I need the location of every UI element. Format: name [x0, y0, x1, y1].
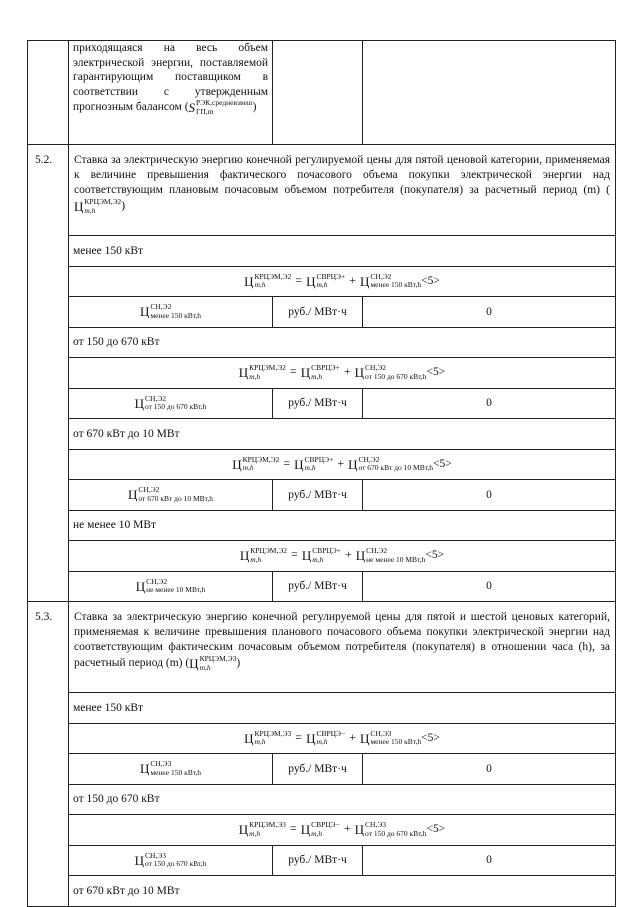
- formula-lhs-symbol: [244, 273, 291, 290]
- tier-rate-row: [28, 754, 616, 785]
- rate-unit: руб./ МВт·ч: [273, 388, 363, 419]
- formula-lhs-symbol-sup: КРЦЭМ,Э2: [249, 363, 286, 373]
- rate-symbol-sup: СН,Э3: [150, 759, 172, 769]
- rate-symbol: [140, 760, 201, 777]
- continued-number-cell: [28, 41, 69, 145]
- rate-symbol: [136, 578, 206, 595]
- rate-symbol-base: Ц: [134, 852, 144, 868]
- formula-term1-symbol-scripts: [311, 364, 340, 381]
- formula-term1-symbol-sup: СВРЦЭ+: [316, 271, 346, 281]
- formula-lhs-symbol-base: Ц: [239, 548, 250, 564]
- formula-term1-symbol-base: Ц: [306, 273, 316, 289]
- balance-symbol-base: S: [188, 100, 196, 116]
- balance-symbol-sub: ГП,m: [196, 106, 214, 116]
- tier-label: менее 150 кВт: [69, 236, 616, 267]
- tier-label-row: [28, 327, 616, 358]
- formula-plus: +: [345, 547, 352, 562]
- rate-value: 0: [363, 571, 616, 602]
- formula-term2-symbol-sup: СН,Э2: [370, 271, 392, 281]
- balance-symbol-sup: РЭК,средневзвеш: [196, 98, 253, 108]
- tier-label-row: [28, 693, 616, 724]
- formula-term1-symbol: [301, 821, 340, 838]
- formula-plus: +: [349, 272, 357, 287]
- formula-equals: =: [283, 455, 291, 470]
- formula-lhs-symbol-sub: m,h: [254, 737, 266, 747]
- formula-term1-symbol-sup: СВРЦЭ−: [311, 820, 340, 830]
- formula-term1-symbol-scripts: [311, 821, 340, 838]
- section-title: [69, 145, 616, 236]
- rate-symbol: [135, 852, 207, 869]
- rate-symbol-sup: СН,Э2: [150, 302, 172, 312]
- formula-term2-symbol-sup: СН,Э2: [366, 546, 388, 556]
- rate-symbol-sub: менее 150 кВт,h: [150, 767, 202, 777]
- tier-formula-row: [28, 815, 616, 846]
- balance-symbol: [189, 99, 253, 116]
- tier-formula-row: [28, 723, 616, 754]
- formula-lhs-symbol: [239, 364, 286, 381]
- rate-symbol-sub: не менее 10 МВт,h: [146, 585, 206, 595]
- formula-term1-symbol-sub: m,h: [311, 371, 323, 381]
- tier-formula: [69, 449, 616, 480]
- formula-term1-symbol: [301, 364, 340, 381]
- rate-symbol-base: Ц: [139, 304, 150, 320]
- section-title-symbol-sup: КРЦЭМ,Э2: [84, 197, 122, 206]
- formula-lhs-symbol-sup: КРЦЭМ,Э2: [254, 271, 292, 281]
- formula-lhs-symbol-sub: m,h: [250, 554, 262, 564]
- tier-formula-row: [28, 266, 616, 297]
- formula-lhs-symbol-base: Ц: [244, 273, 254, 289]
- section-row: [28, 145, 616, 236]
- formula-lhs-symbol-scripts: [243, 456, 280, 473]
- tariff-table: [27, 40, 616, 907]
- section-title-symbol-scripts: [200, 655, 237, 672]
- tier-rate-row: [28, 297, 616, 328]
- tier-label: менее 150 кВт: [69, 693, 616, 724]
- continued-description-text: приходящаяся на весь объем электрической энергии, поставляемой гарантирующим поставщиком в соответствии с утвержденным прогнозным балансом (: [73, 42, 268, 114]
- formula-term2-symbol-sub: от 150 до 670 кВт,h: [365, 828, 427, 838]
- formula-equals: =: [291, 547, 298, 562]
- section-title-text: Ставка за электрическую энергию конечной регулируемой цены для пятой и шестой ценовых категорий, применяемая к величине превышения планового почасового объема покупки электрической энергии над соответствующим фактическим почасовым объемом потребителя (покупателя) в отношении часа (h), за расчетный период (m) (: [74, 611, 610, 670]
- section-title-symbol-sub: m,h: [84, 205, 96, 215]
- rate-symbol-scripts: [145, 852, 206, 869]
- formula-lhs-symbol-sub: m,h: [242, 463, 254, 473]
- formula-term2-symbol-base: Ц: [355, 548, 366, 564]
- balance-symbol-scripts: [196, 99, 253, 116]
- section-title-symbol-scripts: [84, 198, 121, 215]
- formula-term2-symbol-base: Ц: [360, 730, 370, 746]
- rate-unit: руб./ МВт·ч: [273, 754, 363, 785]
- continued-row: [28, 41, 616, 145]
- formula-term2-symbol-sup: СН,Э3: [365, 820, 387, 830]
- formula-term2-symbol-base: Ц: [360, 273, 370, 289]
- rate-symbol-base: Ц: [134, 395, 144, 411]
- formula-term2-symbol-base: Ц: [348, 456, 358, 472]
- continued-unit-cell: [273, 41, 363, 145]
- section-title-symbol-base: Ц: [74, 199, 84, 214]
- formula-term2-symbol-base: Ц: [354, 822, 365, 838]
- section-title-close: ): [121, 200, 126, 213]
- formula-equals: =: [289, 821, 297, 836]
- formula-lhs-symbol-base: Ц: [238, 822, 249, 838]
- rate-value: 0: [363, 388, 616, 419]
- tier-label-row: [28, 876, 616, 907]
- section-title-symbol-sub: m,h: [199, 662, 211, 672]
- tier-label: от 670 кВт до 10 МВт: [69, 876, 616, 907]
- formula-term2-symbol-sub: от 670 кВт до 10 МВт,h: [358, 463, 434, 473]
- tier-label-row: [28, 510, 616, 541]
- formula-plus: +: [337, 455, 345, 470]
- formula-lhs-symbol: [240, 547, 287, 564]
- rate-symbol-sup: СН,Э3: [144, 850, 166, 860]
- rate-symbol-sup: СН,Э2: [144, 393, 166, 403]
- formula-term2-symbol: [348, 456, 433, 473]
- rate-symbol-scripts: [138, 486, 213, 503]
- rate-unit: руб./ МВт·ч: [273, 845, 363, 876]
- rate-symbol-cell: [69, 571, 273, 602]
- continued-description: [69, 41, 273, 145]
- formula-term2-symbol-sup: СН,Э2: [358, 454, 380, 464]
- formula-lhs-symbol: [232, 456, 279, 473]
- section-number: 5.2.: [28, 145, 69, 602]
- section-title-close: ): [236, 657, 241, 670]
- formula-plus: +: [343, 821, 351, 836]
- tier-formula-row: [28, 541, 616, 572]
- rate-value: 0: [363, 845, 616, 876]
- formula-term1-symbol-base: Ц: [306, 730, 316, 746]
- section-number: 5.3.: [28, 602, 69, 907]
- formula-equals: =: [295, 729, 303, 744]
- formula-term1-symbol: [306, 273, 345, 290]
- section-title-symbol-base: Ц: [189, 656, 199, 671]
- formula-note: <5>: [433, 457, 452, 470]
- rate-symbol-cell: [69, 388, 273, 419]
- formula-lhs-symbol-scripts: [250, 547, 287, 564]
- formula-term2-symbol-base: Ц: [354, 365, 365, 381]
- formula-lhs-symbol-sup: КРЦЭМ,Э3: [249, 820, 286, 830]
- section-title-symbol: [189, 655, 236, 672]
- rate-symbol-sub: от 670 кВт до 10 МВт,h: [138, 493, 213, 503]
- formula-term1-symbol-sub: m,h: [316, 737, 328, 747]
- rate-symbol-cell: [69, 480, 273, 511]
- formula-note: <5>: [426, 823, 446, 836]
- tier-formula: [69, 266, 616, 297]
- formula-lhs-symbol-sup: КРЦЭМ,Э2: [250, 546, 288, 556]
- tier-label-row: [28, 784, 616, 815]
- tier-rate-row: [28, 845, 616, 876]
- formula-term1-symbol-sup: СВРЦЭ+: [304, 454, 334, 464]
- formula-lhs-symbol: [239, 821, 286, 838]
- formula-term2-symbol-sub: от 150 до 670 кВт,h: [365, 371, 427, 381]
- formula-note: <5>: [421, 274, 440, 287]
- tier-label: от 670 кВт до 10 МВт: [69, 419, 616, 450]
- formula-term2-symbol-sub: не менее 10 МВт,h: [366, 554, 426, 564]
- tier-rate-row: [28, 388, 616, 419]
- formula-term1-symbol-sub: m,h: [311, 828, 323, 838]
- formula-term1-symbol: [306, 730, 345, 747]
- formula-term1-symbol-sup: СВРЦЭ+: [311, 363, 340, 373]
- formula-term1-symbol: [302, 547, 341, 564]
- rate-value: 0: [363, 754, 616, 785]
- rate-unit: руб./ МВт·ч: [273, 297, 363, 328]
- formula-term1-symbol-base: Ц: [300, 822, 311, 838]
- formula-term2-symbol: [356, 547, 426, 564]
- tier-formula-row: [28, 358, 616, 389]
- formula-plus: +: [349, 729, 357, 744]
- formula-lhs-symbol-scripts: [255, 273, 292, 290]
- rate-symbol-scripts: [146, 578, 205, 595]
- tier-label: не менее 10 МВт: [69, 510, 616, 541]
- rate-symbol: [135, 395, 207, 412]
- rate-symbol-cell: [69, 754, 273, 785]
- formula-term2-symbol-sup: СН,Э2: [365, 363, 387, 373]
- rate-symbol-scripts: [145, 395, 206, 412]
- tier-rate-row: [28, 480, 616, 511]
- tier-formula-row: [28, 449, 616, 480]
- tier-label-row: [28, 236, 616, 267]
- formula-term2-symbol-sup: СН,Э3: [370, 728, 392, 738]
- formula-plus: +: [343, 364, 351, 379]
- formula-term2-symbol-scripts: [365, 821, 426, 838]
- formula-lhs-symbol-scripts: [255, 730, 292, 747]
- rate-symbol-base: Ц: [139, 761, 150, 777]
- rate-symbol-sub: от 150 до 670 кВт,h: [144, 859, 207, 869]
- formula-lhs-symbol-sub: m,h: [254, 280, 266, 290]
- rate-symbol-sup: СН,Э2: [138, 485, 160, 495]
- formula-term2-symbol: [360, 730, 421, 747]
- rate-symbol-cell: [69, 297, 273, 328]
- section-title-symbol-sup: КРЦЭМ,Э3: [199, 654, 237, 663]
- section-title-text: Ставка за электрическую энергию конечной регулируемой цены для пятой ценовой категории, применяемая к величине превышения фактического почасового объема покупки электрической энергии над соответствующим плановым почасовым объемом потребителя (покупателя) за расчетный период (m) (: [74, 154, 610, 196]
- rate-value: 0: [363, 297, 616, 328]
- formula-term2-symbol: [355, 364, 427, 381]
- formula-lhs-symbol-base: Ц: [244, 730, 254, 746]
- tier-formula: [69, 723, 616, 754]
- formula-note: <5>: [425, 549, 445, 562]
- formula-term2-symbol-scripts: [365, 364, 426, 381]
- rate-symbol-sub: от 150 до 670 кВт,h: [144, 402, 207, 412]
- section-title-symbol: [74, 198, 121, 215]
- formula-term1-symbol-sup: СВРЦЭ+: [312, 546, 341, 556]
- formula-term2-symbol-sub: менее 150 кВт,h: [370, 737, 422, 747]
- rate-symbol-sub: менее 150 кВт,h: [150, 310, 202, 320]
- formula-term2-symbol-scripts: [370, 730, 421, 747]
- section-row: [28, 602, 616, 693]
- formula-lhs-symbol-base: Ц: [238, 365, 249, 381]
- formula-term2-symbol-scripts: [359, 456, 434, 473]
- tariff-table-body: [28, 41, 616, 907]
- rate-symbol: [128, 486, 213, 503]
- formula-lhs-symbol-sub: m,h: [249, 371, 261, 381]
- formula-lhs-symbol-scripts: [249, 821, 286, 838]
- formula-term2-symbol: [360, 273, 421, 290]
- continued-description-close: ): [252, 101, 257, 114]
- formula-term1-symbol-scripts: [316, 273, 345, 290]
- rate-symbol-base: Ц: [135, 578, 146, 594]
- formula-lhs-symbol-scripts: [249, 364, 286, 381]
- tier-label: от 150 до 670 кВт: [69, 784, 616, 815]
- rate-value: 0: [363, 480, 616, 511]
- formula-lhs-symbol-base: Ц: [232, 456, 242, 472]
- formula-equals: =: [295, 272, 303, 287]
- tier-rate-row: [28, 571, 616, 602]
- tier-formula: [69, 541, 616, 572]
- continued-value-cell: [363, 41, 616, 145]
- formula-term1-symbol-sub: m,h: [304, 463, 316, 473]
- formula-lhs-symbol: [244, 730, 291, 747]
- rate-unit: руб./ МВт·ч: [273, 571, 363, 602]
- rate-symbol: [140, 303, 201, 320]
- formula-term2-symbol-scripts: [370, 273, 421, 290]
- formula-term1-symbol-sup: СВРЦЭ−: [316, 728, 346, 738]
- formula-term1-symbol-scripts: [305, 456, 334, 473]
- formula-term1-symbol: [294, 456, 333, 473]
- formula-lhs-symbol-sup: КРЦЭМ,Э3: [254, 728, 292, 738]
- formula-note: <5>: [421, 731, 440, 744]
- formula-term1-symbol-scripts: [316, 730, 345, 747]
- tier-formula: [69, 358, 616, 389]
- rate-symbol-scripts: [150, 760, 201, 777]
- tier-formula: [69, 815, 616, 846]
- formula-term1-symbol-sub: m,h: [312, 554, 324, 564]
- formula-note: <5>: [426, 366, 446, 379]
- rate-symbol-scripts: [150, 303, 201, 320]
- formula-term1-symbol-sub: m,h: [316, 280, 328, 290]
- formula-term1-symbol-base: Ц: [300, 365, 311, 381]
- rate-symbol-base: Ц: [128, 487, 138, 503]
- formula-term2-symbol: [355, 821, 427, 838]
- formula-term2-symbol-scripts: [366, 547, 425, 564]
- rate-unit: руб./ МВт·ч: [273, 480, 363, 511]
- tier-label-row: [28, 419, 616, 450]
- rate-symbol-cell: [69, 845, 273, 876]
- formula-lhs-symbol-sub: m,h: [249, 828, 261, 838]
- formula-term1-symbol-base: Ц: [294, 456, 304, 472]
- tier-label: от 150 до 670 кВт: [69, 327, 616, 358]
- formula-term2-symbol-sub: менее 150 кВт,h: [370, 280, 422, 290]
- formula-term1-symbol-scripts: [312, 547, 341, 564]
- formula-lhs-symbol-sup: КРЦЭМ,Э2: [242, 454, 280, 464]
- formula-equals: =: [289, 364, 297, 379]
- formula-term1-symbol-base: Ц: [301, 548, 312, 564]
- rate-symbol-sup: СН,Э2: [146, 576, 168, 586]
- section-title: [69, 602, 616, 693]
